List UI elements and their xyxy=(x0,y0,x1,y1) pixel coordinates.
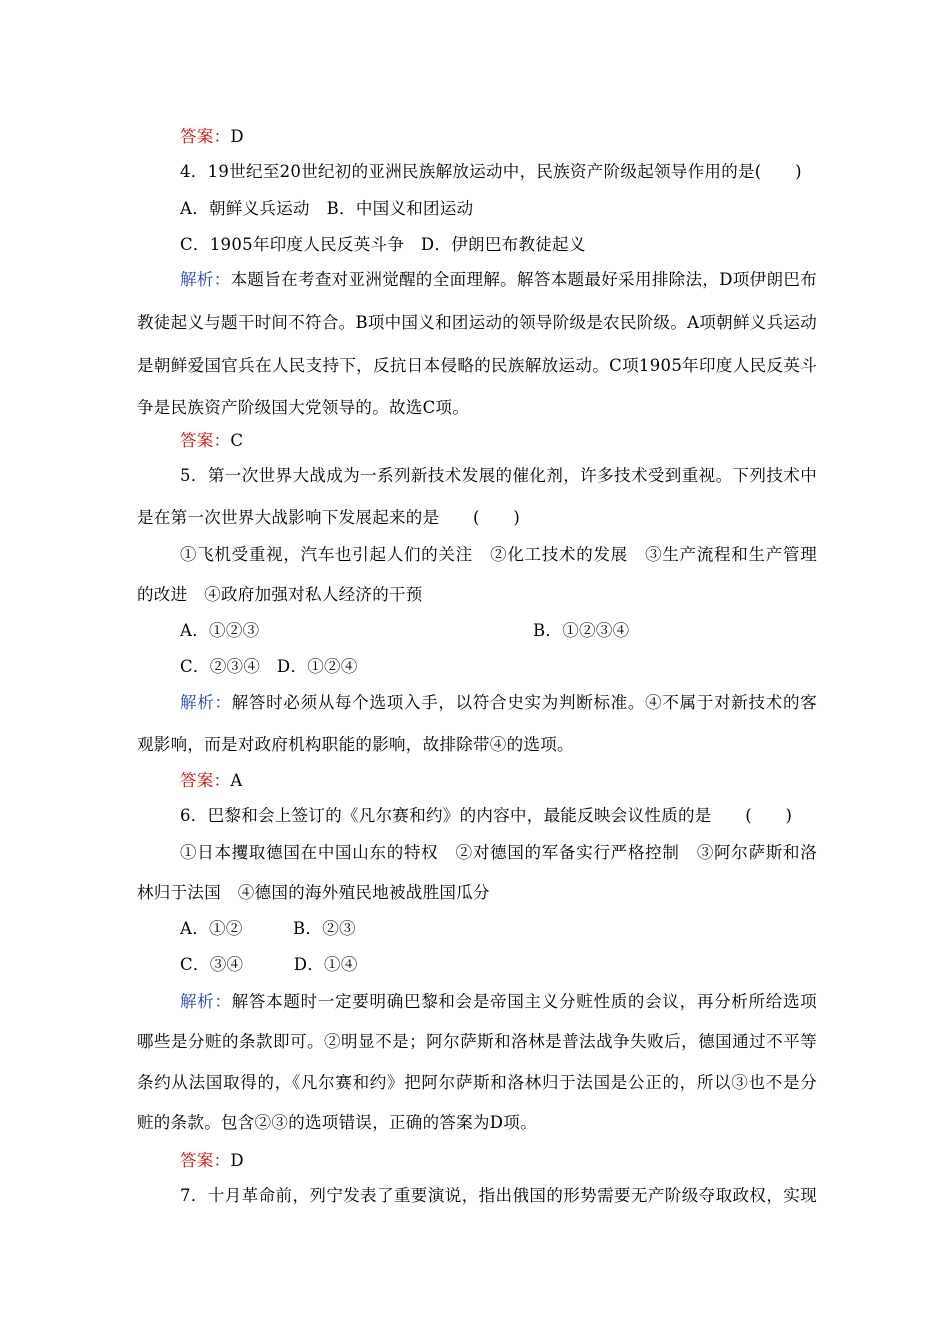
analysis-q6-line-1 xyxy=(180,991,817,1013)
analysis-q6-line-3: 条约从法国取得的，《凡尔赛和约》把阿尔萨斯和洛林归于法国是公正的，所以③也不是分 xyxy=(137,1073,817,1092)
question-6-options-ab: A．①② B．②③ xyxy=(180,919,356,938)
analysis-q6-line-2: 哪些是分赃的条款即可。②明显不是；阿尔萨斯和洛林是普法战争失败后，德国通过不平等 xyxy=(137,1032,817,1051)
answer-line-q5 xyxy=(180,770,817,792)
option-a: A．①②③ xyxy=(180,621,260,640)
question-4-options-ab: A．朝鲜义兵运动 B．中国义和团运动 xyxy=(180,199,474,218)
analysis-text: 解答本题时一定要明确巴黎和会是帝国主义分赃性质的会议，再分析所给选项 xyxy=(231,992,817,1011)
question-6-items-line-1: ①日本攫取德国在中国山东的特权 ②对德国的军备实行严格控制 ③阿尔萨斯和洛 xyxy=(180,843,817,862)
question-5-stem-line-1: 5．第一次世界大战成为一系列新技术发展的催化剂，许多技术受到重视。下列技术中 xyxy=(180,466,817,485)
analysis-label: 解析： xyxy=(180,693,232,712)
analysis-q5-line-2: 观影响，而是对政府机构职能的影响，故排除带④的选项。 xyxy=(137,735,574,754)
question-4-stem: 4．19世纪至20世纪初的亚洲民族解放运动中，民族资产阶级起领导作用的是( ) xyxy=(180,162,802,181)
answer-value: A xyxy=(230,771,243,790)
analysis-q4-line-3: 是朝鲜爱国官兵在人民支持下，反抗日本侵略的民族解放运动。C项1905年印度人民反英斗 xyxy=(137,356,817,375)
question-5-options-ab xyxy=(180,620,817,642)
answer-label: 答案： xyxy=(180,431,231,450)
answer-label: 答案： xyxy=(180,127,231,146)
question-6-stem: 6．巴黎和会上签订的《凡尔赛和约》的内容中，最能反映会议性质的是 ( ) xyxy=(180,806,793,825)
answer-line-q6 xyxy=(180,1150,817,1172)
answer-label: 答案： xyxy=(180,771,231,790)
answer-value: C xyxy=(230,431,244,450)
answer-line-q3 xyxy=(180,126,817,148)
question-7-stem-line-1: 7．十月革命前，列宁发表了重要演说，指出俄国的形势需要无产阶级夺取政权，实现 xyxy=(180,1186,817,1205)
question-6-items-line-2: 林归于法国 ④德国的海外殖民地被战胜国瓜分 xyxy=(137,883,490,902)
question-6-options-cd: C．③④ D．①④ xyxy=(180,955,358,974)
analysis-q6-line-4: 赃的条款。包含②③的选项错误，正确的答案为D项。 xyxy=(137,1113,537,1132)
question-5-options-cd: C．②③④ D．①②④ xyxy=(180,657,358,676)
analysis-label: 解析： xyxy=(180,992,232,1011)
analysis-label: 解析： xyxy=(180,270,231,289)
analysis-q4-line-2: 教徒起义与题干时间不符合。B项中国义和团运动的领导阶级是农民阶级。A项朝鲜义兵运动 xyxy=(137,313,817,332)
analysis-q5-line-1 xyxy=(180,692,817,714)
analysis-q4-line-1 xyxy=(180,269,817,291)
analysis-text: 解答时必须从每个选项入手，以符合史实为判断标准。④不属于对新技术的客 xyxy=(231,693,817,712)
question-5-items-line-1: ①飞机受重视，汽车也引起人们的关注 ②化工技术的发展 ③生产流程和生产管理 xyxy=(180,545,817,564)
analysis-q4-line-4: 争是民族资产阶级国大党领导的。故选C项。 xyxy=(137,398,470,417)
question-5-items-line-2: 的改进 ④政府加强对私人经济的干预 xyxy=(137,585,423,604)
answer-label: 答案： xyxy=(180,1151,231,1170)
option-b: B．①②③④ xyxy=(533,621,630,640)
answer-value: D xyxy=(230,1151,244,1170)
question-5-stem-line-2: 是在第一次世界大战影响下发展起来的是 ( ) xyxy=(137,508,521,527)
analysis-text: 本题旨在考查对亚洲觉醒的全面理解。解答本题最好采用排除法，D项伊朗巴布 xyxy=(230,270,817,289)
question-4-options-cd: C．1905年印度人民反英斗争 D．伊朗巴布教徒起义 xyxy=(180,235,586,254)
answer-value: D xyxy=(230,127,244,146)
answer-line-q4 xyxy=(180,430,817,452)
